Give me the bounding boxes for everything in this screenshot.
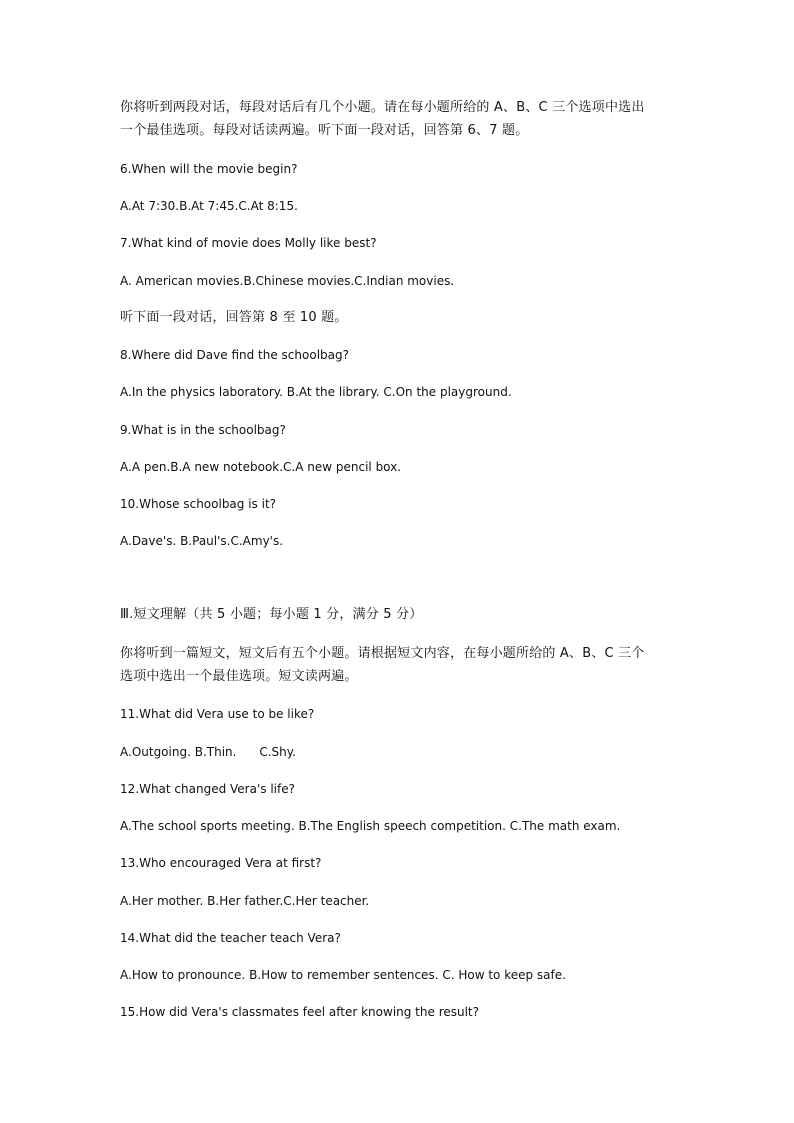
question-9: 9.What is in the schoolbag?: [120, 423, 286, 437]
question-14-options: A.How to pronounce. B.How to remember sentences. C. How to keep safe.: [120, 968, 566, 982]
question-8: 8.Where did Dave find the schoolbag?: [120, 348, 349, 362]
question-6-options: A.At 7:30.B.At 7:45.C.At 8:15.: [120, 199, 298, 213]
question-14: 14.What did the teacher teach Vera?: [120, 931, 341, 945]
question-13: 13.Who encouraged Vera at first?: [120, 856, 322, 870]
question-12-options: A.The school sports meeting. B.The English speech competition. C.The math exam.: [120, 819, 621, 833]
part3-instruction-line2: 选项中选出一个最佳选项。短文读两遍。: [120, 669, 358, 684]
question-7: 7.What kind of movie does Molly like best?: [120, 236, 377, 250]
question-15: 15.How did Vera's classmates feel after knowing the result?: [120, 1005, 480, 1019]
part3-instruction-line1: 你将听到一篇短文，短文后有五个小题。请根据短文内容，在每小题所给的 A、B、C 三个: [120, 646, 645, 661]
question-13-options: A.Her mother. B.Her father.C.Her teacher.: [120, 894, 370, 908]
part3-heading: Ⅲ.短文理解（共 5 小题；每小题 1 分，满分 5 分）: [120, 607, 423, 622]
part2-instruction-2: 听下面一段对话，回答第 8 至 10 题。: [120, 310, 348, 325]
part2-instruction-line2: 一个最佳选项。每段对话读两遍。听下面一段对话，回答第 6、7 题。: [120, 123, 529, 138]
question-11: 11.What did Vera use to be like?: [120, 707, 315, 721]
question-9-options: A.A pen.B.A new notebook.C.A new pencil box.: [120, 460, 402, 474]
question-6: 6.When will the movie begin?: [120, 162, 298, 176]
question-12: 12.What changed Vera's life?: [120, 782, 295, 796]
question-10: 10.Whose schoolbag is it?: [120, 497, 277, 511]
question-11-options: A.Outgoing. B.Thin. C.Shy.: [120, 745, 296, 759]
question-8-options: A.In the physics laboratory. B.At the library. C.On the playground.: [120, 385, 512, 399]
question-10-options: A.Dave's. B.Paul's.C.Amy's.: [120, 534, 284, 548]
question-7-options: A. American movies.B.Chinese movies.C.Indian movies.: [120, 274, 455, 288]
part2-instruction-line1: 你将听到两段对话，每段对话后有几个小题。请在每小题所给的 A、B、C 三个选项中选出: [120, 100, 645, 115]
